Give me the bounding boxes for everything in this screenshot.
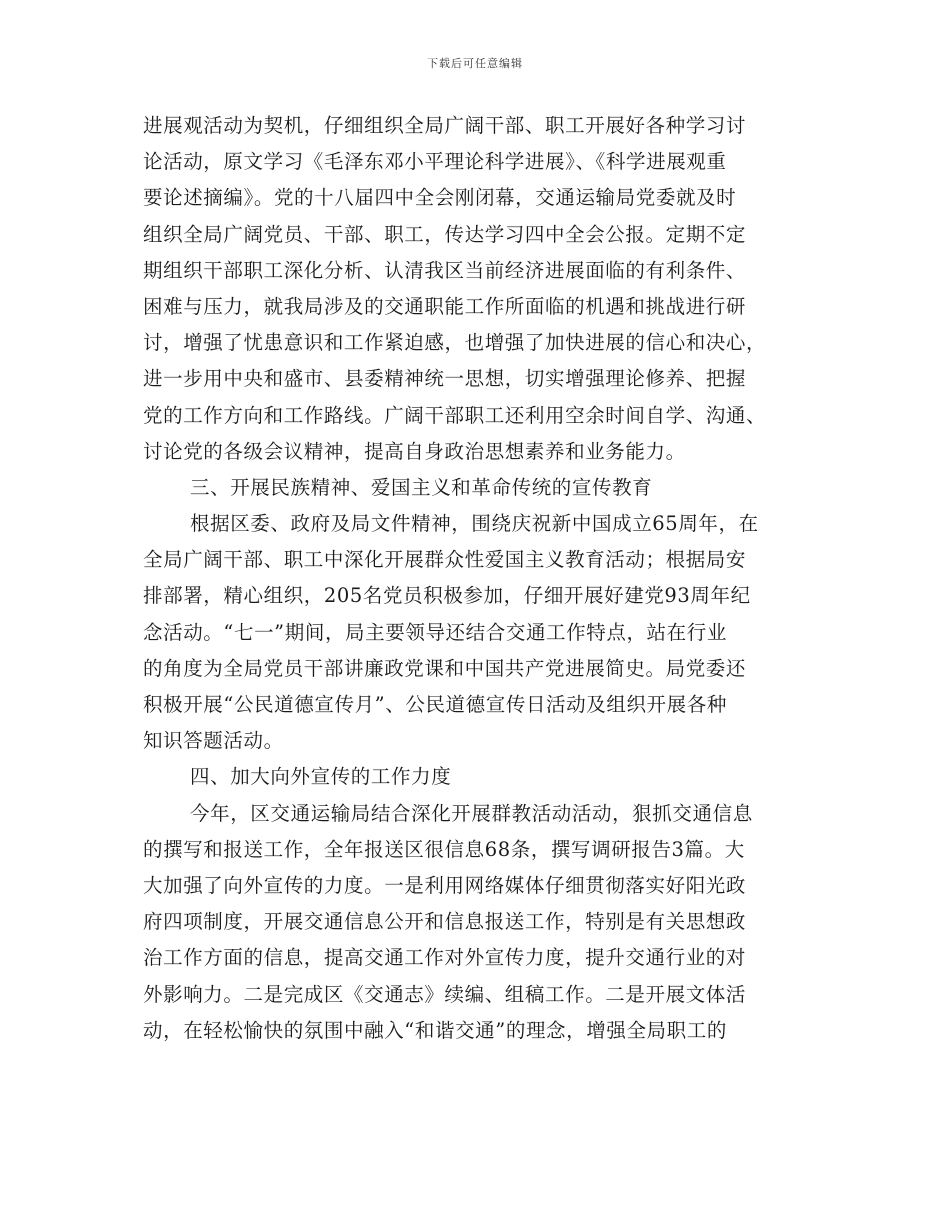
text-line: 大加强了向外宣传的力度。一是利用网络媒体仔细贯彻落实好阳光政 [143,873,747,897]
text-line: 念活动。“七一”期间，局主要领导还结合交通工作特点，站在行业 [143,620,727,644]
text-line: 根据区委、政府及局文件精神，围绕庆祝新中国成立65周年，在 [190,512,759,536]
text-line: 要论述摘编》。党的十八届四中全会刚闭幕，交通运输局党委就及时 [143,186,737,210]
text-line: 进一步用中央和盛市、县委精神统一思想，切实增强理论修养、把握 [143,367,747,391]
text-line: 讨，增强了忧患意识和工作紧迫感，也增强了加快进展的信心和决心， [143,331,767,355]
text-line: 讨论党的各级会议精神，提高自身政治思想素养和业务能力。 [143,439,686,463]
text-line: 外影响力。二是完成区《交通志》续编、组稿工作。二是开展文体活 [143,982,747,1006]
text-line: 的角度为全局党员干部讲廉政党课和中国共产党进展简史。局党委还 [143,656,747,680]
text-line: 今年，区交通运输局结合深化开展群教活动活动，狠抓交通信息 [190,801,753,825]
text-line: 动，在轻松愉快的氛围中融入“和谐交通”的理念，增强全局职工的 [143,1018,727,1042]
text-line: 论活动，原文学习《毛泽东邓小平理论科学进展》、《科学进展观重 [143,150,727,174]
text-line: 困难与压力，就我局涉及的交通职能工作所面临的机遇和挑战进行研 [143,294,747,318]
text-line: 四、加大向外宣传的工作力度 [190,765,452,789]
document-body [143,108,808,1049]
text-line: 积极开展“公民道德宣传月”、公民道德宣传日活动及组织开展各种 [143,693,727,716]
text-line: 组织全局广阔党员、干部、职工，传达学习四中全会公报。定期不定 [143,222,747,246]
header-note: 下载后可任意编辑 [427,57,523,70]
text-line: 期组织干部职工深化分析、认清我区当前经济进展面临的有利条件、 [143,258,747,282]
text-line: 进展观活动为契机，仔细组织全局广阔干部、职工开展好各种学习讨 [143,114,747,137]
text-line: 排部署，精心组织，205名党员积极参加，仔细开展好建党93周年纪 [143,584,751,608]
text-line: 三、开展民族精神、爱国主义和革命传统的宣传教育 [190,475,653,499]
text-line: 治工作方面的信息，提高交通工作对外宣传力度，提升交通行业的对 [143,946,747,970]
text-line: 全局广阔干部、职工中深化开展群众性爱国主义教育活动；根据局安 [143,548,747,572]
text-line: 府四项制度，开展交通信息公开和信息报送工作，特别是有关思想政 [143,910,747,934]
text-line: 党的工作方向和工作路线。广阔干部职工还利用空余时间自学、沟通、 [143,403,767,427]
text-line: 的撰写和报送工作，全年报送区很信息68条，撰写调研报告3篇。大 [143,837,745,861]
text-line: 知识答题活动。 [143,729,284,753]
